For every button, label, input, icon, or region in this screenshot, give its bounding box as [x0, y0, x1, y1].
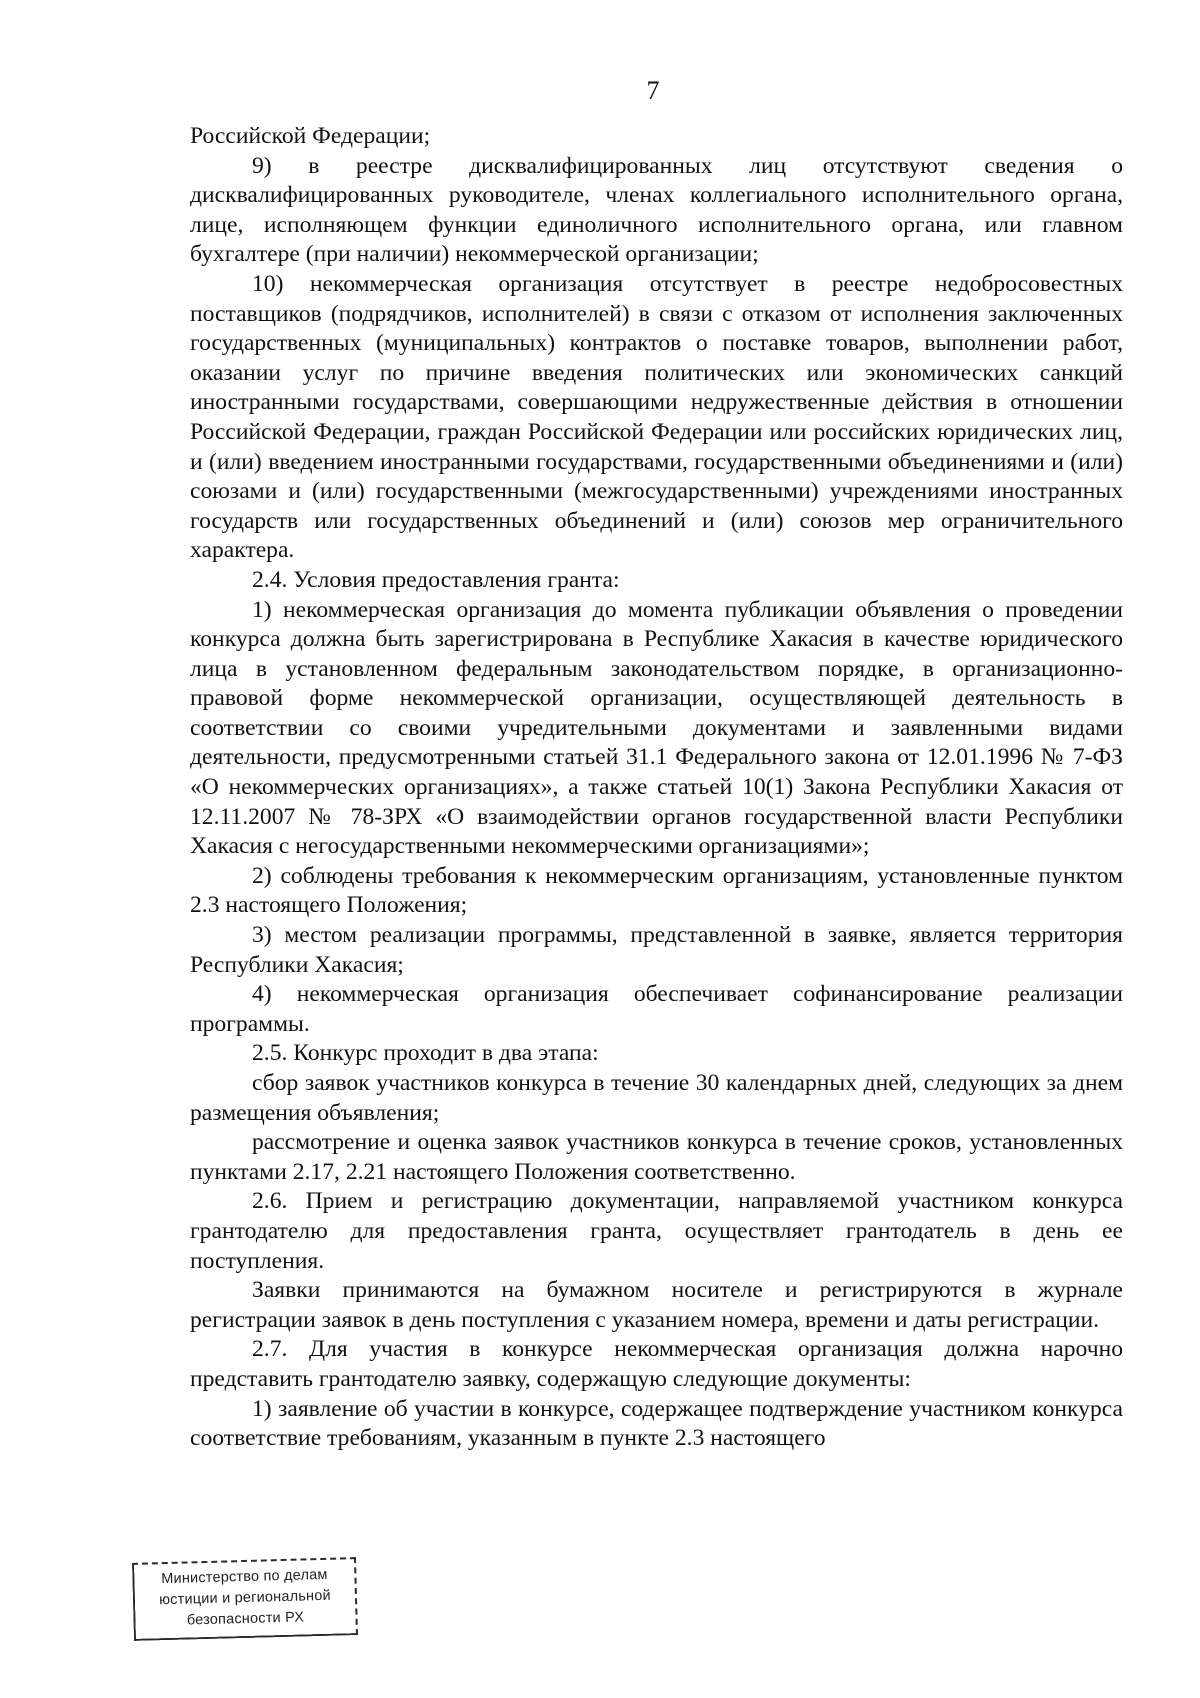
stamp-line-1: Министерство по делам — [161, 1566, 328, 1588]
paragraph-condition-1: 1) некоммерческая организация до момента публикации объявления о проведении конкурса должна быть зарегистрирована в Республике Хакасия в качестве юридического лица в установленном федеральным законодательством порядке, в организационно-правовой форме некоммерческой организации, осуществляющей деятельность в соответствии со своими учредительными документами и заявленными видами деятельности, предусмотренными статьей 31.1 Федерального закона от 12.01.1996 № 7-ФЗ «О некоммерческих организациях», а также статьей 10(1) Закона Республики Хакасия от 12.11.2007 № 78-ЗРХ «О взаимодействии органов государственной власти Республики Хакасия с негосударственными некоммерческими организациями»; — [190, 596, 1123, 860]
paragraph-condition-2: 2) соблюдены требования к некоммерческим организациям, установленные пунктом 2.3 настоящего Положения; — [190, 862, 1123, 919]
section-heading-2-4: 2.4. Условия предоставления гранта: — [252, 566, 620, 593]
stamp-line-2: юстиции и региональной — [158, 1587, 332, 1609]
paragraph-condition-3: 3) местом реализации программы, представленной в заявке, является территория Республики Хакасия; — [190, 922, 1123, 978]
paragraph-continuation: Российской Федерации; — [190, 123, 431, 149]
paragraph-stage-2: рассмотрение и оценка заявок участников конкурса в течение сроков, установленных пунктами 2.17, 2.21 настоящего Положения соответственно. — [190, 1129, 1123, 1185]
paragraph-applications: Заявки принимаются на бумажном носителе и регистрируются в журнале регистрации заявок в день поступления с указанием номера, времени и даты регистрации. — [190, 1277, 1123, 1333]
paragraph-stage-1: сбор заявок участников конкурса в течение 30 календарных дней, следующих за днем размещения объявления; — [190, 1070, 1123, 1126]
section-heading-2-5: 2.5. Конкурс проходит в два этапа: — [252, 1040, 599, 1067]
paragraph-2-7: 2.7. Для участия в конкурсе некоммерческая организация должна нарочно представить грантодателю заявку, содержащую следующие документы: — [190, 1336, 1123, 1392]
paragraph-document-1: 1) заявление об участии в конкурсе, содержащее подтверждение участником конкурса соответствие требованиям, указанным в пункте 2.3 настоящего — [190, 1395, 1123, 1452]
document-body — [190, 122, 1123, 1454]
page-number: 7 — [646, 76, 660, 105]
paragraph-condition-4: 4) некоммерческая организация обеспечивает софинансирование реализации программы. — [190, 981, 1123, 1037]
paragraph-2-6: 2.6. Прием и регистрацию документации, направляемой участником конкурса грантодателю для предоставления гранта, осуществляет грантодатель в день ее поступления. — [190, 1188, 1123, 1274]
stamp-line-3: безопасности РХ — [186, 1609, 305, 1629]
registration-stamp — [132, 1557, 358, 1641]
paragraph-item-9: 9) в реестре дисквалифицированных лиц отсутствуют сведения о дисквалифицированных руководителе, членах коллегиального исполнительного органа, лице, исполняющем функции единоличного исполнительного органа, или главном бухгалтере (при наличии) некоммерческой организации; — [190, 152, 1123, 268]
paragraph-item-10: 10) некоммерческая организация отсутствует в реестре недобросовестных поставщиков (подрядчиков, исполнителей) в связи с отказом от исполнения заключенных государственных (муниципальных) контрактов о поставке товаров, выполнении работ, оказании услуг по причине введения политических или экономических санкций иностранными государствами, совершающими недружественные действия в отношении Российской Федерации, граждан Российской Федерации или российских юридических лиц, и (или) введением иностранными государствами, государственными объединениями и (или) союзами и (или) государственными (межгосударственными) учреждениями иностранных государств или государственных объединений и (или) союзов мер ограничительного характера. — [190, 270, 1123, 564]
